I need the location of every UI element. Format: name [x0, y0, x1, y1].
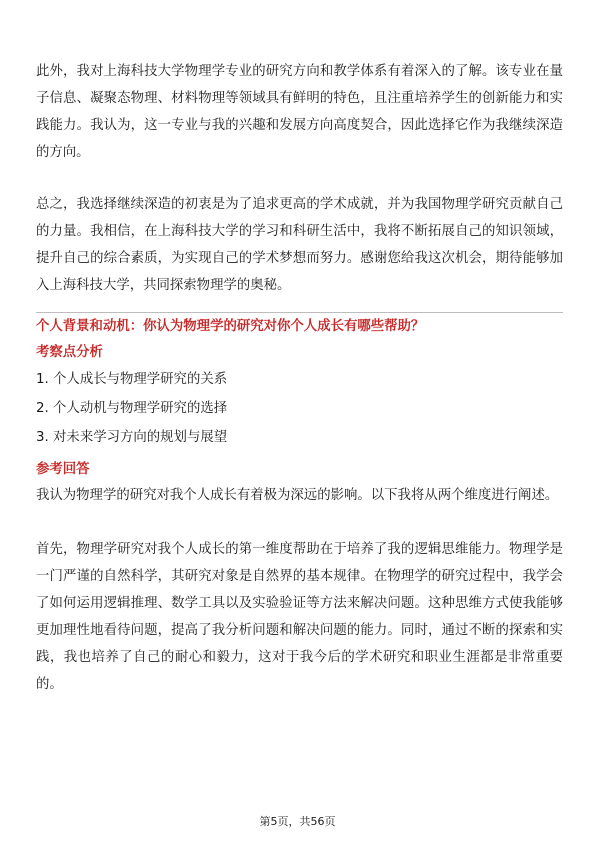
analysis-points-list: [36, 365, 563, 452]
answer-heading: 参考回答: [36, 462, 90, 477]
page-number: 第5页，共56页: [259, 815, 336, 828]
body-paragraph: 此外，我对上海科技大学物理学专业的研究方向和教学体系有着深入的了解。该专业在量子信息、凝聚态物理、材料物理等领域具有鲜明的特色，且注重培养学生的创新能力和实践能力。我认为，这一专业与我的兴趣和发展方向高度契合，因此选择它作为我继续深造的方向。: [36, 64, 563, 160]
question-heading: 个人背景和动机：你认为物理学的研究对你个人成长有哪些帮助？: [36, 319, 425, 334]
page-content: [36, 58, 563, 698]
analysis-point: 1. 个人成长与物理学研究的关系: [36, 372, 228, 387]
answer-paragraph: 我认为物理学的研究对我个人成长有着极为深远的影响。以下我将从两个维度进行阐述。: [36, 488, 559, 503]
answer-paragraph: 首先，物理学研究对我个人成长的第一维度帮助在于培养了我的逻辑思维能力。物理学是一门严谨的自然科学，其研究对象是自然界的基本规律。在物理学的研究过程中，我学会了如何运用逻辑推理、数学工具以及实验验证等方法来解决问题。这种思维方式使我能够更加理性地看待问题，提高了我分析问题和解决问题的能力。同时，通过不断的探索和实践，我也培养了自己的耐心和毅力，这对于我今后的学术研究和职业生涯都是非常重要的。: [36, 542, 563, 692]
analysis-point: 2. 个人动机与物理学研究的选择: [36, 401, 228, 416]
analysis-point: 3. 对未来学习方向的规划与展望: [36, 430, 228, 445]
section-divider: [36, 312, 563, 313]
analysis-heading: 考察点分析: [36, 345, 103, 360]
body-paragraph: 总之，我选择继续深造的初衷是为了追求更高的学术成就，并为我国物理学研究贡献自己的力量。我相信，在上海科技大学的学习和科研生活中，我将不断拓展自己的知识领域，提升自己的综合素质，为实现自己的学术梦想而努力。感谢您给我这次机会，期待能够加入上海科技大学，共同探索物理学的奥秘。: [36, 197, 563, 293]
